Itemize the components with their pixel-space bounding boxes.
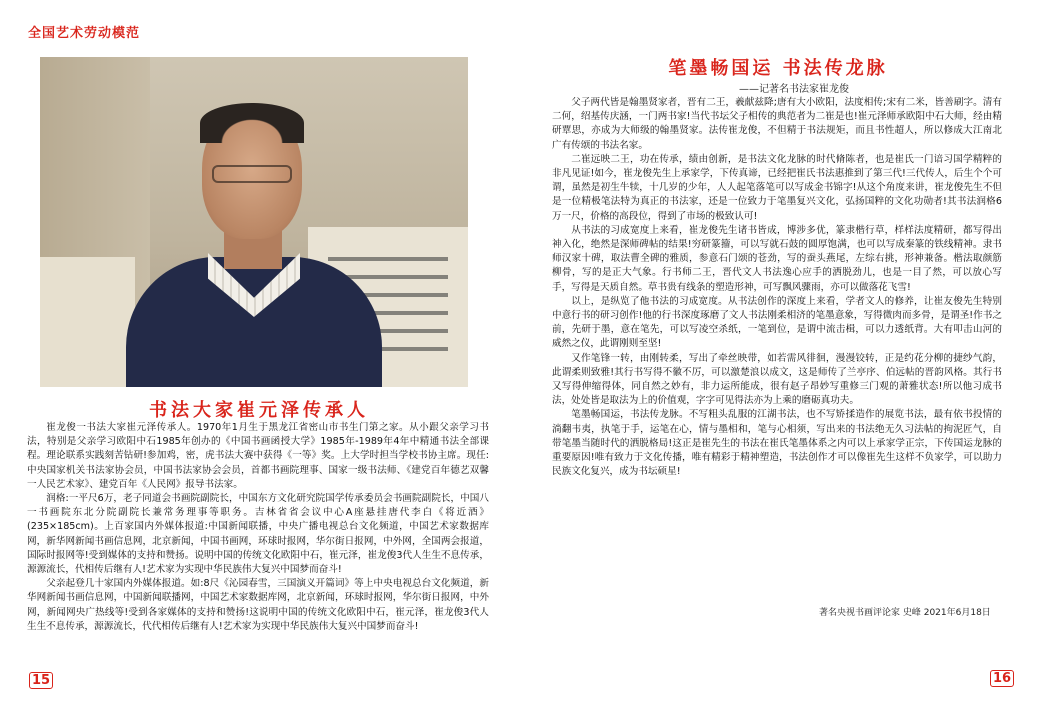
right-paragraph-6: 笔墨畅国运，书法传龙脉。不写粗头乱服的江湖书法，也不写矫揉造作的展览书法，最有依书投情的淌翻韦夷，执笔于手，运笔在心，情与墨相和，笔与心相须，写出来的书法绝无久习法帖的拘泥匠气，自带笔墨当随时代的洒脱格局!这正是崔先生的书法在崔氏笔墨体系之内可以上承家学正宗，下传国运龙脉的重要原因!唯有致力于文化传播，唯有精彩于精神塑造，书法创作才可以像崔先生这样不负家学，可以助力民族文化复兴，成为书坛硕星! xyxy=(552,409,1002,478)
right-article-subtitle: ——记著名书法家崔龙俊 xyxy=(739,84,849,95)
author-signature: 著名央视书画评论家 史峰 2021年6月18日 xyxy=(819,608,991,618)
left-article-body xyxy=(27,421,489,634)
right-article-title: 笔墨畅国运 书法传龙脉 xyxy=(668,58,888,79)
right-page xyxy=(519,0,1037,709)
right-paragraph-2: 二崔远映二王，功在传承，绩由创新，是书法文化龙脉的时代脩陈者，也是崔氏一门谙习国学精粹的非凡见证!如今，崔龙俊先生上承家学，下传真谛，已经把崔氏书法惠推到了第三代!三代传人，后生个个可谓，虽然是初生牛犊，十几岁的少年，人人起笔落笔可以写成金书锦字!从这个角度来讲，崔龙俊先生不但是一位精极笔法特为真正的书法家，还是一位致力于笔墨复兴文化，弘扬国粹的文化功勋者!其书法润格6万一尺，价格的高段位，得到了市场的极致认可! xyxy=(552,153,1002,222)
portrait-photo xyxy=(40,57,468,387)
magazine-header-title: 全国艺术劳动模范 xyxy=(28,26,141,41)
right-paragraph-3: 从书法的习成宽度上来看，崔龙俊先生诸书皆成，博涉多优，篆隶楷行草，样样法度精研，都写得出神入化，绝然是深师碑帖的结果!穷研篆籀，可以写就石鼓的圆厚饱满，也可以写成秦篆的铁线精神。隶书师汉家十碑，取法曹全碑的雅质，参意石门颂的苍劲，写的蚕头燕尾，左综右挑，形神兼备。楷法取颜筋柳骨，写的是正大气象。行书师二王，晋代文人书法逸心应手的洒脱劲儿，也是一目了然，可以放心写手，写得是天质自然。草书贵有线条的塑造形神，可写飘风骤雨，亦可以做落花飞雪! xyxy=(552,224,1002,293)
right-paragraph-1: 父子两代皆是翰墨贤家者，晋有二王，羲献兹降;唐有大小欧阳，法度相传;宋有二米，皆善刷字。清有二何，绍基传庆涵，一门两书家!当代书坛父子相传的典范者为二崔是也!崔元泽师承欧阳中石大师，经由精研覃思，亦成为大师级的翰墨贤家。法传崔龙俊，不但精于书法规矩，而且书性超人，所以修成大江南北广有传颂的书法名家。 xyxy=(552,97,1002,151)
page-number-left: 15 xyxy=(29,672,53,689)
left-paragraph-3: 父亲起登几十家国内外媒体报道。如:8尺《沁园春雪，三国演义开篇词》等上中央电视总台文化频道，新华网新闻书画信息网，中国新闻联播网，中国艺术家数据库网，北京新闻，环球时报网，华尔街日报网，中外网，新闻网央广热线等!受到各家媒体的支持和赞扬!这说明中国的传统文化欧阳中石，崔元泽，崔龙俊3代人生生不息传承，源源流长，代代相传后继有人!艺术家为实现中华民族伟大复兴中国梦而奋斗! xyxy=(27,578,489,632)
right-paragraph-4: 以上，是纵览了他书法的习成宽度。从书法创作的深度上来看，学者文人的修养，让崔友俊先生特别中意行书的研习创作!他的行书深度琢磨了文人书法刚柔相济的笔墨意象，写得微肉而多骨，是谓圣!作书之前，先研于墨，意在笔先，可以写凌空杀纸，一笔到位，是谓中流击楫，可以力透纸背。大有叩击山河的威然之仪，此谓刚则至坚! xyxy=(552,295,1002,350)
left-paragraph-2: 润格:一平尺6万，老子同道会书画院副院长，中国东方文化研究院国学传承委员会书画院副院长，中国八一书画院东北分院副院长兼常务理事等职务。吉林省省会议中心A座悬挂唐代李白《将近酒》(235×185cm)。上百家国内外媒体报道:中国新闻联播，中央广播电视总台文化频道，中国艺术家数据库网，新华网新闻书画信息网，北京新闻，中国书画网，环球时报网，华尔街日报网，中外网，全国两会报道，国际时报网等!受到媒体的支持和赞扬。说明中国的传统文化欧阳中石，崔元泽，崔龙俊3代人生生不息传承，源源流长，代相传后继有人!艺术家为实现中华民族伟大复兴中国梦而奋斗! xyxy=(27,493,489,576)
right-paragraph-5: 又作笔锋一转，由刚转柔，写出了牵丝映带，如若需风徘徊，漫漫铰转，正是约花分柳的捷纱气韵，此谓柔则致雅!其行书写得不徽不厉，可以激楚浪以成文，这是师传了兰亭序、伯远帖的晋韵风格。其行书又写得伸缩得体，同自然之妙有，非力运所能成，很有赵子昂妙写重修三门观的萧雅状态!所以他习成书法，处处皆是取法为上的价值观，字字可见得法亦为上乘的磨砺真功夫。 xyxy=(552,352,1002,407)
left-paragraph-1: 崔龙俊一书法大家崔元泽传承人。1970年1月生于黑龙江省密山市书生门第之家。从小跟父亲学习书法，特别是父亲学习欧阳中石1985年创办的《中国书画函授大学》1985年-1989年4年中精通书法全部课程。理论联系实践刻苦钻研!参加鸡，密，虎书法大赛中获得《一等》奖。上大学时担当学校书协主席。现任:中央国家机关书法家协会员，中国书法家协会会员，首都书画院理事、国家一级书法师、《建党百年德艺双馨一人民艺术家》、建党百年《人民网》报导书法家。 xyxy=(27,422,489,490)
left-article-heading: 书法大家崔元泽传承人 xyxy=(149,400,369,421)
left-page xyxy=(0,0,518,709)
page-number-right: 16 xyxy=(990,670,1014,687)
right-article-body xyxy=(552,96,1002,479)
